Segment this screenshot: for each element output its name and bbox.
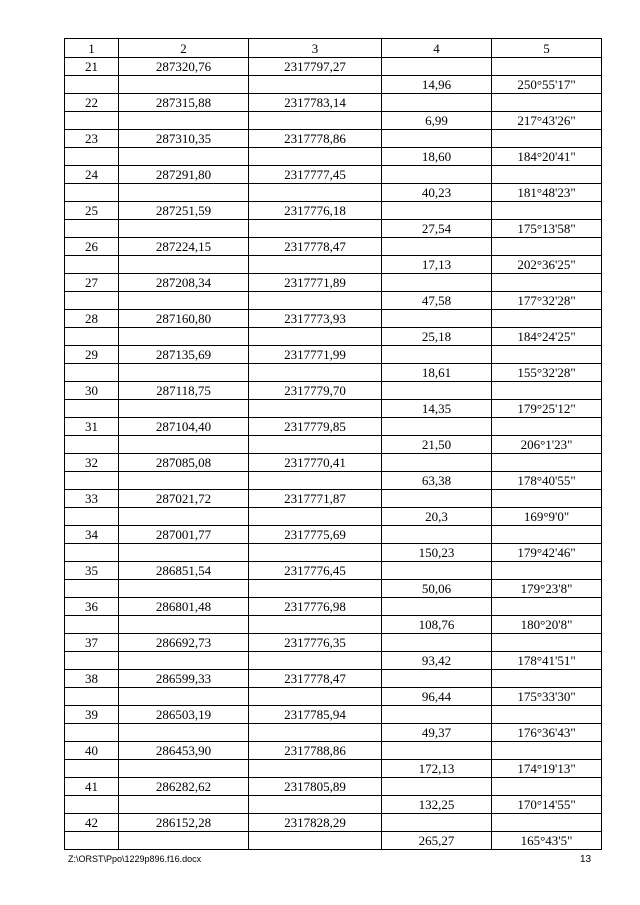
x-coordinate-cell — [119, 184, 249, 202]
point-number-cell — [65, 364, 119, 382]
point-number-cell: 25 — [65, 202, 119, 220]
point-number-cell — [65, 76, 119, 94]
point-number-cell — [65, 580, 119, 598]
table-body — [65, 39, 602, 850]
distance-cell — [382, 166, 492, 184]
point-number-cell: 33 — [65, 490, 119, 508]
x-coordinate-cell: 286851,54 — [119, 562, 249, 580]
distance-cell — [382, 346, 492, 364]
bearing-cell: 250°55'17" — [492, 76, 602, 94]
bearing-cell — [492, 58, 602, 76]
table-row — [65, 544, 602, 562]
table-row — [65, 616, 602, 634]
x-coordinate-cell: 287310,35 — [119, 130, 249, 148]
x-coordinate-cell — [119, 688, 249, 706]
point-number-cell — [65, 256, 119, 274]
distance-cell — [382, 418, 492, 436]
table-row — [65, 472, 602, 490]
point-number-cell — [65, 832, 119, 850]
point-number-cell: 23 — [65, 130, 119, 148]
point-number-cell — [65, 184, 119, 202]
y-coordinate-cell — [249, 328, 382, 346]
point-number-cell — [65, 148, 119, 166]
x-coordinate-cell — [119, 652, 249, 670]
table-row — [65, 580, 602, 598]
y-coordinate-cell — [249, 724, 382, 742]
x-coordinate-cell: 287001,77 — [119, 526, 249, 544]
x-coordinate-cell — [119, 220, 249, 238]
bearing-cell: 169°9'0" — [492, 508, 602, 526]
distance-cell: 14,96 — [382, 76, 492, 94]
y-coordinate-cell: 2317776,98 — [249, 598, 382, 616]
table-row — [65, 166, 602, 184]
point-number-cell: 38 — [65, 670, 119, 688]
table-row — [65, 562, 602, 580]
bearing-cell: 175°13'58" — [492, 220, 602, 238]
table-row — [65, 796, 602, 814]
x-coordinate-cell: 286599,33 — [119, 670, 249, 688]
distance-cell: 27,54 — [382, 220, 492, 238]
distance-cell: 50,06 — [382, 580, 492, 598]
point-number-cell — [65, 760, 119, 778]
y-coordinate-cell — [249, 652, 382, 670]
distance-cell — [382, 310, 492, 328]
distance-cell — [382, 58, 492, 76]
table-row — [65, 634, 602, 652]
table-row — [65, 58, 602, 76]
bearing-cell — [492, 310, 602, 328]
bearing-cell: 175°33'30" — [492, 688, 602, 706]
x-coordinate-cell — [119, 580, 249, 598]
x-coordinate-cell — [119, 616, 249, 634]
point-number-cell — [65, 508, 119, 526]
table-row — [65, 670, 602, 688]
distance-cell: 265,27 — [382, 832, 492, 850]
bearing-cell: 184°20'41" — [492, 148, 602, 166]
x-coordinate-cell — [119, 832, 249, 850]
x-coordinate-cell: 286503,19 — [119, 706, 249, 724]
bearing-cell — [492, 490, 602, 508]
table-row — [65, 706, 602, 724]
x-coordinate-cell: 287208,34 — [119, 274, 249, 292]
distance-cell: 21,50 — [382, 436, 492, 454]
distance-cell: 17,13 — [382, 256, 492, 274]
y-coordinate-cell: 2317776,45 — [249, 562, 382, 580]
y-coordinate-cell — [249, 472, 382, 490]
y-coordinate-cell: 2317776,18 — [249, 202, 382, 220]
table-row — [65, 256, 602, 274]
y-coordinate-cell: 2317778,47 — [249, 670, 382, 688]
column-header-2: 2 — [119, 39, 249, 58]
x-coordinate-cell — [119, 148, 249, 166]
distance-cell: 63,38 — [382, 472, 492, 490]
table-row — [65, 418, 602, 436]
distance-cell: 132,25 — [382, 796, 492, 814]
bearing-cell — [492, 202, 602, 220]
y-coordinate-cell: 2317779,70 — [249, 382, 382, 400]
table-row — [65, 94, 602, 112]
x-coordinate-cell: 287085,08 — [119, 454, 249, 472]
bearing-cell: 178°40'55" — [492, 472, 602, 490]
point-number-cell: 30 — [65, 382, 119, 400]
y-coordinate-cell — [249, 760, 382, 778]
bearing-cell — [492, 130, 602, 148]
table-row — [65, 832, 602, 850]
bearing-cell: 179°23'8" — [492, 580, 602, 598]
point-number-cell — [65, 400, 119, 418]
distance-cell: 18,60 — [382, 148, 492, 166]
y-coordinate-cell: 2317771,89 — [249, 274, 382, 292]
table-row — [65, 364, 602, 382]
distance-cell — [382, 742, 492, 760]
distance-cell — [382, 598, 492, 616]
distance-cell: 96,44 — [382, 688, 492, 706]
point-number-cell: 31 — [65, 418, 119, 436]
x-coordinate-cell — [119, 292, 249, 310]
footer-file-path: Z:\ORST\Ppo\1229p896.f16.docx — [68, 854, 202, 864]
y-coordinate-cell: 2317776,35 — [249, 634, 382, 652]
bearing-cell: 176°36'43" — [492, 724, 602, 742]
distance-cell — [382, 670, 492, 688]
bearing-cell — [492, 454, 602, 472]
x-coordinate-cell — [119, 760, 249, 778]
bearing-cell — [492, 382, 602, 400]
bearing-cell: 184°24'25" — [492, 328, 602, 346]
bearing-cell: 178°41'51" — [492, 652, 602, 670]
table-row — [65, 184, 602, 202]
x-coordinate-cell: 287251,59 — [119, 202, 249, 220]
table-row — [65, 508, 602, 526]
table-header-row — [65, 39, 602, 58]
bearing-cell — [492, 238, 602, 256]
x-coordinate-cell — [119, 364, 249, 382]
point-number-cell: 26 — [65, 238, 119, 256]
x-coordinate-cell: 286152,28 — [119, 814, 249, 832]
column-header-4: 4 — [382, 39, 492, 58]
point-number-cell — [65, 292, 119, 310]
point-number-cell: 29 — [65, 346, 119, 364]
table-row — [65, 328, 602, 346]
y-coordinate-cell — [249, 832, 382, 850]
table-row — [65, 490, 602, 508]
x-coordinate-cell — [119, 508, 249, 526]
y-coordinate-cell — [249, 112, 382, 130]
point-number-cell — [65, 328, 119, 346]
table-row — [65, 220, 602, 238]
point-number-cell — [65, 652, 119, 670]
distance-cell — [382, 778, 492, 796]
distance-cell: 172,13 — [382, 760, 492, 778]
y-coordinate-cell — [249, 436, 382, 454]
table-row — [65, 346, 602, 364]
y-coordinate-cell — [249, 76, 382, 94]
point-number-cell — [65, 616, 119, 634]
distance-cell — [382, 382, 492, 400]
x-coordinate-cell — [119, 256, 249, 274]
y-coordinate-cell: 2317771,87 — [249, 490, 382, 508]
distance-cell: 93,42 — [382, 652, 492, 670]
y-coordinate-cell: 2317777,45 — [249, 166, 382, 184]
point-number-cell — [65, 112, 119, 130]
point-number-cell: 36 — [65, 598, 119, 616]
table-row — [65, 292, 602, 310]
y-coordinate-cell: 2317783,14 — [249, 94, 382, 112]
bearing-cell — [492, 274, 602, 292]
x-coordinate-cell: 286282,62 — [119, 778, 249, 796]
distance-cell — [382, 454, 492, 472]
bearing-cell — [492, 598, 602, 616]
x-coordinate-cell: 287224,15 — [119, 238, 249, 256]
bearing-cell — [492, 670, 602, 688]
table-row — [65, 688, 602, 706]
x-coordinate-cell — [119, 544, 249, 562]
bearing-cell — [492, 742, 602, 760]
table-row — [65, 76, 602, 94]
bearing-cell — [492, 166, 602, 184]
point-number-cell: 32 — [65, 454, 119, 472]
table-row — [65, 238, 602, 256]
x-coordinate-cell — [119, 112, 249, 130]
x-coordinate-cell: 286801,48 — [119, 598, 249, 616]
point-number-cell: 41 — [65, 778, 119, 796]
x-coordinate-cell — [119, 76, 249, 94]
column-header-5: 5 — [492, 39, 602, 58]
bearing-cell: 206°1'23" — [492, 436, 602, 454]
footer-page-number: 13 — [580, 854, 592, 865]
bearing-cell: 217°43'26" — [492, 112, 602, 130]
table-row — [65, 724, 602, 742]
table-row — [65, 274, 602, 292]
table-row — [65, 760, 602, 778]
y-coordinate-cell: 2317779,85 — [249, 418, 382, 436]
bearing-cell — [492, 706, 602, 724]
distance-cell — [382, 814, 492, 832]
table-row — [65, 382, 602, 400]
distance-cell: 49,37 — [382, 724, 492, 742]
point-number-cell: 27 — [65, 274, 119, 292]
y-coordinate-cell — [249, 220, 382, 238]
x-coordinate-cell: 286692,73 — [119, 634, 249, 652]
distance-cell — [382, 130, 492, 148]
point-number-cell: 37 — [65, 634, 119, 652]
table-row — [65, 202, 602, 220]
table-row — [65, 742, 602, 760]
x-coordinate-cell — [119, 472, 249, 490]
point-number-cell — [65, 436, 119, 454]
table-row — [65, 436, 602, 454]
distance-cell — [382, 634, 492, 652]
x-coordinate-cell: 287160,80 — [119, 310, 249, 328]
distance-cell: 47,58 — [382, 292, 492, 310]
table-row — [65, 310, 602, 328]
column-header-3: 3 — [249, 39, 382, 58]
y-coordinate-cell: 2317828,29 — [249, 814, 382, 832]
bearing-cell: 165°43'5" — [492, 832, 602, 850]
y-coordinate-cell — [249, 580, 382, 598]
point-number-cell: 42 — [65, 814, 119, 832]
distance-cell: 20,3 — [382, 508, 492, 526]
point-number-cell: 24 — [65, 166, 119, 184]
x-coordinate-cell: 286453,90 — [119, 742, 249, 760]
distance-cell — [382, 526, 492, 544]
y-coordinate-cell — [249, 364, 382, 382]
point-number-cell — [65, 796, 119, 814]
bearing-cell: 202°36'25" — [492, 256, 602, 274]
bearing-cell: 180°20'8" — [492, 616, 602, 634]
table-row — [65, 454, 602, 472]
distance-cell — [382, 94, 492, 112]
y-coordinate-cell: 2317778,86 — [249, 130, 382, 148]
point-number-cell: 34 — [65, 526, 119, 544]
point-number-cell — [65, 544, 119, 562]
distance-cell — [382, 202, 492, 220]
point-number-cell: 28 — [65, 310, 119, 328]
x-coordinate-cell: 287135,69 — [119, 346, 249, 364]
bearing-cell — [492, 526, 602, 544]
y-coordinate-cell: 2317797,27 — [249, 58, 382, 76]
bearing-cell — [492, 418, 602, 436]
y-coordinate-cell — [249, 508, 382, 526]
x-coordinate-cell: 287315,88 — [119, 94, 249, 112]
bearing-cell: 179°25'12" — [492, 400, 602, 418]
distance-cell: 25,18 — [382, 328, 492, 346]
y-coordinate-cell — [249, 256, 382, 274]
x-coordinate-cell: 287021,72 — [119, 490, 249, 508]
distance-cell: 40,23 — [382, 184, 492, 202]
point-number-cell — [65, 472, 119, 490]
table-row — [65, 526, 602, 544]
table-row — [65, 112, 602, 130]
bearing-cell — [492, 634, 602, 652]
point-number-cell — [65, 688, 119, 706]
distance-cell: 14,35 — [382, 400, 492, 418]
y-coordinate-cell: 2317788,86 — [249, 742, 382, 760]
table-row — [65, 148, 602, 166]
bearing-cell — [492, 814, 602, 832]
distance-cell — [382, 490, 492, 508]
bearing-cell: 181°48'23" — [492, 184, 602, 202]
bearing-cell: 179°42'46" — [492, 544, 602, 562]
point-number-cell — [65, 724, 119, 742]
x-coordinate-cell — [119, 400, 249, 418]
distance-cell: 18,61 — [382, 364, 492, 382]
y-coordinate-cell: 2317778,47 — [249, 238, 382, 256]
bearing-cell — [492, 94, 602, 112]
y-coordinate-cell — [249, 544, 382, 562]
point-number-cell: 40 — [65, 742, 119, 760]
y-coordinate-cell — [249, 148, 382, 166]
y-coordinate-cell: 2317771,99 — [249, 346, 382, 364]
point-number-cell: 22 — [65, 94, 119, 112]
y-coordinate-cell: 2317785,94 — [249, 706, 382, 724]
table-row — [65, 814, 602, 832]
table-row — [65, 130, 602, 148]
bearing-cell — [492, 346, 602, 364]
bearing-cell: 170°14'55" — [492, 796, 602, 814]
y-coordinate-cell — [249, 796, 382, 814]
y-coordinate-cell — [249, 400, 382, 418]
distance-cell — [382, 706, 492, 724]
x-coordinate-cell: 287320,76 — [119, 58, 249, 76]
distance-cell: 150,23 — [382, 544, 492, 562]
x-coordinate-cell: 287104,40 — [119, 418, 249, 436]
x-coordinate-cell: 287291,80 — [119, 166, 249, 184]
table-row — [65, 598, 602, 616]
bearing-cell: 174°19'13" — [492, 760, 602, 778]
x-coordinate-cell — [119, 796, 249, 814]
point-number-cell: 21 — [65, 58, 119, 76]
bearing-cell: 155°32'28" — [492, 364, 602, 382]
x-coordinate-cell: 287118,75 — [119, 382, 249, 400]
distance-cell: 108,76 — [382, 616, 492, 634]
y-coordinate-cell: 2317805,89 — [249, 778, 382, 796]
bearing-cell — [492, 562, 602, 580]
y-coordinate-cell: 2317773,93 — [249, 310, 382, 328]
y-coordinate-cell — [249, 184, 382, 202]
bearing-cell: 177°32'28" — [492, 292, 602, 310]
y-coordinate-cell: 2317770,41 — [249, 454, 382, 472]
x-coordinate-cell — [119, 724, 249, 742]
table-row — [65, 778, 602, 796]
x-coordinate-cell — [119, 328, 249, 346]
x-coordinate-cell — [119, 436, 249, 454]
point-number-cell: 35 — [65, 562, 119, 580]
point-number-cell — [65, 220, 119, 238]
y-coordinate-cell — [249, 292, 382, 310]
distance-cell — [382, 274, 492, 292]
coordinates-table — [64, 38, 602, 850]
distance-cell: 6,99 — [382, 112, 492, 130]
y-coordinate-cell — [249, 616, 382, 634]
distance-cell — [382, 562, 492, 580]
bearing-cell — [492, 778, 602, 796]
table-row — [65, 400, 602, 418]
y-coordinate-cell — [249, 688, 382, 706]
y-coordinate-cell: 2317775,69 — [249, 526, 382, 544]
distance-cell — [382, 238, 492, 256]
table-row — [65, 652, 602, 670]
column-header-1: 1 — [65, 39, 119, 58]
point-number-cell: 39 — [65, 706, 119, 724]
